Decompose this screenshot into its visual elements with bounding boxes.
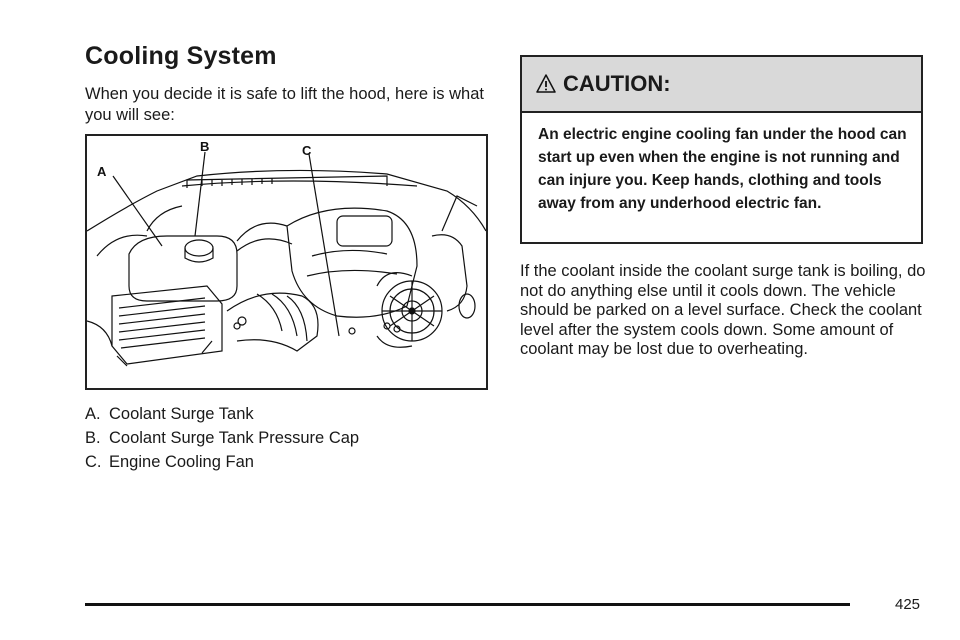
engine-illustration [85,134,488,390]
legend-key: A. [85,405,101,423]
intro-paragraph: When you decide it is safe to lift the hood, here is what you will see: [85,85,484,124]
legend-text: Coolant Surge Tank [109,405,254,423]
engine-line-drawing [87,136,486,388]
caution-text: An electric engine cooling fan under the hood can start up even when the engine is not running and can injure you. Keep hands, clothing and tools away from any underhood electric fan. [538,126,907,212]
caution-title: CAUTION: [563,71,671,96]
figure-legend [85,402,490,474]
caution-box [520,55,923,244]
legend-key: C. [85,453,102,471]
legend-text: Coolant Surge Tank Pressure Cap [109,429,360,447]
legend-item [85,450,490,474]
legend-item [85,426,490,450]
legend-key: B. [85,429,101,447]
callout-a: A [97,164,107,179]
warning-triangle-icon [536,74,556,94]
legend-text: Engine Cooling Fan [109,453,254,471]
callout-b: B [200,139,210,154]
coolant-paragraph: If the coolant inside the coolant surge tank is boiling, do not do anything else until it cools down. The vehicle should be parked on a level surface. Check the coolant level after the system cools down. Some amount of coolant may be lost due to overheating. [520,262,926,358]
footer-rule [85,603,850,606]
page-title: Cooling System [85,42,277,70]
caution-header [522,57,921,113]
legend-item [85,402,490,426]
page-number: 425 [895,596,921,613]
callout-c: C [302,143,312,158]
